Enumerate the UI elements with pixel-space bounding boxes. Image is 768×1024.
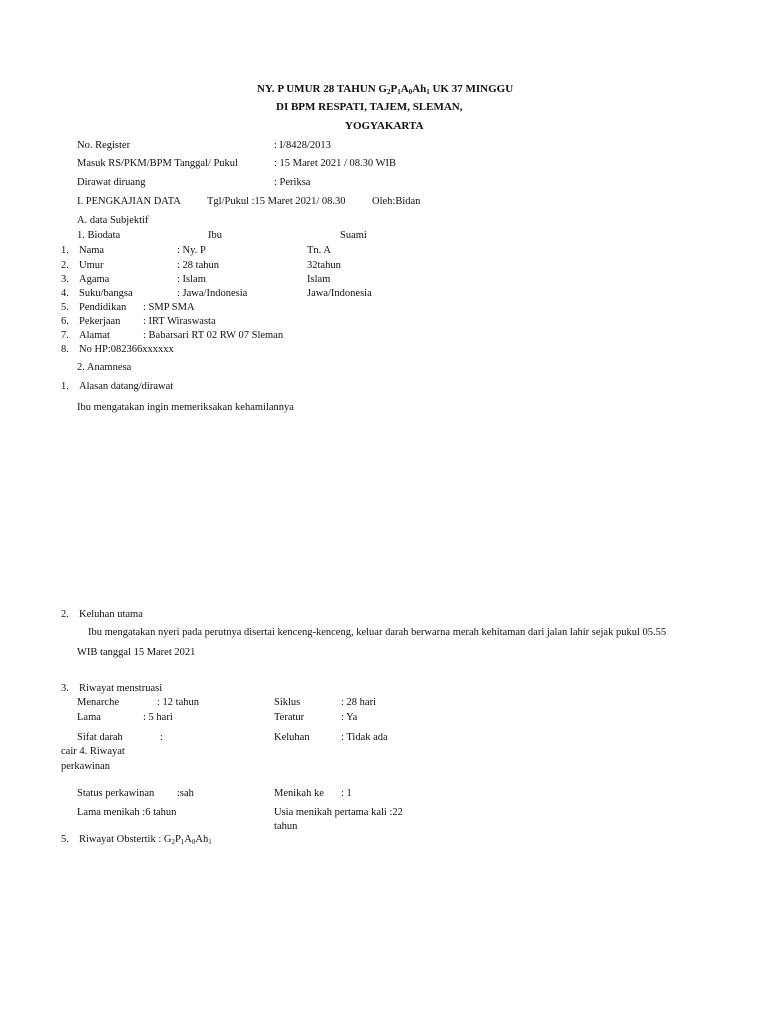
obstetrik-g-sub: 2 (171, 838, 175, 846)
biodata-num: 8. (61, 344, 69, 355)
biodata-suami: Tn. A (307, 245, 331, 256)
alasan-answer: Ibu mengatakan ingin memeriksakan kehamilannya (77, 402, 294, 413)
title-ah-sub: 1 (426, 88, 430, 96)
biodata-ibu: : Jawa/Indonesia (177, 288, 248, 299)
biodata-suami: Jawa/Indonesia (307, 288, 372, 299)
status-perkawinan-label: Status perkawinan (77, 788, 155, 799)
biodata-ibu-header: Ibu (208, 230, 222, 241)
biodata-value: : Babarsari RT 02 RW 07 Sleman (143, 330, 284, 341)
biodata-num: 3. (61, 274, 69, 285)
biodata-label: Alamat (79, 330, 110, 341)
biodata-ibu: : Ny. P (177, 245, 206, 256)
keluhan-mens-value: : Tidak ada (341, 732, 388, 743)
obstetrik-p: P (174, 834, 181, 845)
obstetrik-label (79, 834, 212, 847)
alasan-label: Alasan datang/dirawat (79, 381, 174, 392)
sifat-label: Sifat darah (77, 732, 123, 743)
obstetrik-ah: Ah (195, 834, 209, 845)
menikah-ke-value: : 1 (341, 788, 352, 799)
keluhan-mens-label: Keluhan (274, 732, 310, 743)
biodata-label: Pekerjaan (79, 316, 121, 327)
obstetrik-ah-sub: 1 (208, 838, 212, 846)
obstetrik-prefix: Riwayat Obstertik : G (79, 834, 172, 845)
biodata-value: : SMP SMA (143, 302, 195, 313)
register-label: No. Register (77, 140, 131, 151)
biodata-label: Nama (79, 245, 105, 256)
dirawat-value: : Periksa (274, 177, 311, 188)
masuk-label: Masuk RS/PKM/BPM Tanggal/ Pukul (77, 158, 238, 169)
siklus-label: Siklus (274, 697, 301, 708)
dirawat-label: Dirawat diruang (77, 177, 146, 188)
status-perkawinan-value: :sah (177, 788, 194, 799)
document-title-line-1 (257, 83, 513, 96)
title-suffix: UK 37 MINGGU (429, 83, 514, 95)
lama-menikah: Lama menikah :6 tahun (77, 807, 177, 818)
biodata-label: Pendidikan (79, 302, 127, 313)
lama-label: Lama (77, 712, 101, 723)
cair-riwayat-text: cair 4. Riwayat (61, 746, 125, 757)
biodata-num: 6. (61, 316, 69, 327)
obstetrik-num: 5. (61, 834, 69, 845)
obstetrik-a: A (184, 834, 192, 845)
document-title-line-2: DI BPM RESPATI, TAJEM, SLEMAN, (276, 101, 463, 113)
biodata-label: Umur (79, 260, 104, 271)
section-tgl: Tgl/Pukul :15 Maret 2021/ 08.30 (207, 196, 346, 207)
teratur-label: Teratur (274, 712, 305, 723)
teratur-value: : Ya (341, 712, 358, 723)
register-value: : I/8428/2013 (274, 140, 331, 151)
title-p: P (390, 83, 398, 95)
biodata-title: 1. Biodata (77, 230, 121, 241)
biodata-ibu: : Islam (177, 274, 206, 285)
title-prefix: NY. P UMUR 28 TAHUN G (257, 83, 387, 95)
obstetrik-a-sub: 0 (191, 838, 196, 846)
biodata-suami: 32tahun (307, 260, 341, 271)
keluhan-num: 2. (61, 609, 69, 620)
title-ah: Ah (412, 83, 427, 95)
title-a: A (400, 83, 409, 95)
lama-value: : 5 hari (143, 712, 173, 723)
biodata-num: 1. (61, 245, 69, 256)
biodata-suami: Islam (307, 274, 331, 285)
title-a-sub: 0 (408, 88, 413, 96)
hp-label: No HP:082366xxxxxx (79, 344, 174, 355)
usia-menikah-unit: tahun (274, 821, 298, 832)
biodata-num: 7. (61, 330, 69, 341)
keluhan-answer-line-1: Ibu mengatakan nyeri pada perutnya disertai kenceng-kenceng, keluar darah berwarna merah kehitaman dari jalan lahir sejak pukul 05.55 (88, 627, 667, 638)
menstruasi-num: 3. (61, 683, 69, 694)
menarche-label: Menarche (77, 697, 119, 708)
biodata-suami-header: Suami (340, 230, 367, 241)
menarche-value: : 12 tahun (157, 697, 199, 708)
obstetrik-p-sub: 1 (180, 838, 185, 846)
perkawinan-text: perkawinan (61, 761, 110, 772)
sifat-colon: : (160, 732, 163, 743)
biodata-label: Suku/bangsa (79, 288, 133, 299)
alasan-num: 1. (61, 381, 69, 392)
title-p-sub: 1 (397, 88, 401, 96)
section-oleh: Oleh:Bidan (372, 196, 421, 207)
biodata-ibu: : 28 tahun (177, 260, 219, 271)
usia-menikah: Usia menikah pertama kali :22 (274, 807, 403, 818)
biodata-value: : IRT Wiraswasta (143, 316, 216, 327)
menstruasi-title: Riwayat menstruasi (79, 683, 163, 694)
document-title-line-3: YOGYAKARTA (345, 120, 424, 132)
keluhan-label: Keluhan utama (79, 609, 143, 620)
biodata-num: 4. (61, 288, 69, 299)
keluhan-answer-line-2: WIB tanggal 15 Maret 2021 (77, 647, 196, 658)
subjektif-title: A. data Subjektif (77, 215, 149, 226)
section-title: I. PENGKAJIAN DATA (77, 196, 181, 207)
siklus-value: : 28 hari (341, 697, 376, 708)
anamnesa-title: 2. Anamnesa (77, 362, 132, 373)
masuk-value: : 15 Maret 2021 / 08.30 WIB (274, 158, 397, 169)
title-g-sub: 2 (386, 88, 391, 96)
biodata-num: 5. (61, 302, 69, 313)
biodata-num: 2. (61, 260, 69, 271)
menikah-ke-label: Menikah ke (274, 788, 324, 799)
biodata-label: Agama (79, 274, 110, 285)
